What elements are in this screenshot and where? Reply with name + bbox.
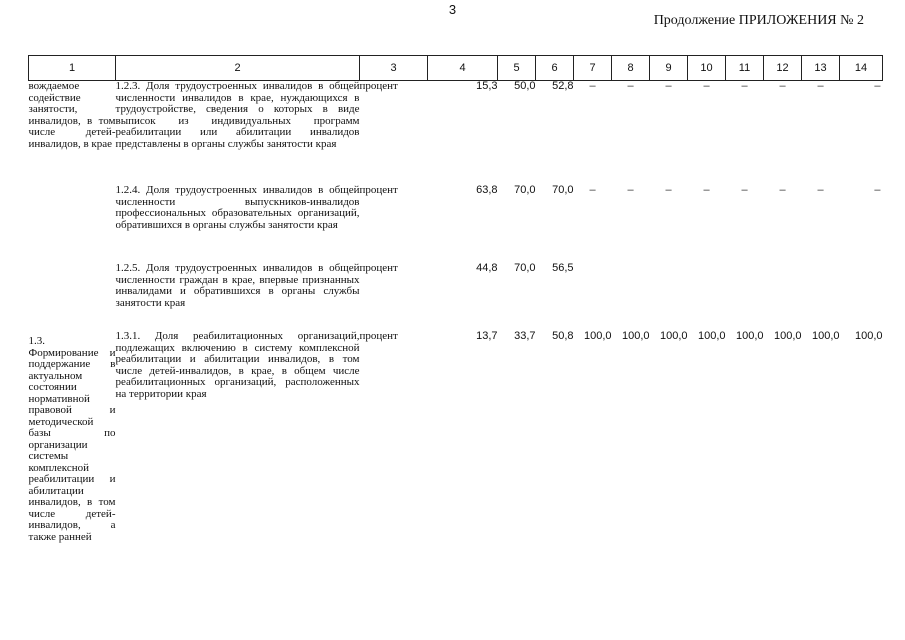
column-header: 2	[116, 56, 360, 81]
value-cell: 100,0	[811, 330, 840, 342]
column-header: 12	[764, 56, 802, 81]
value-cell: –	[817, 184, 824, 196]
value-cell: –	[665, 80, 672, 92]
value-cell: –	[627, 184, 634, 196]
unit-cell: процент	[359, 184, 398, 196]
indicator-cell: 1.3.1. Доля реабилитационных организаций, подлежащих включению в систему комплексной реабилитации и абилитации инвалидов, в том числе детей-инвалидов, в крае, в общем числе реабилитационных организаций, расположенных на территории края	[115, 330, 360, 400]
value-cell	[688, 263, 726, 331]
table-row	[29, 185, 883, 263]
value-cell: 70,0	[514, 184, 536, 196]
value-cell: 44,8	[476, 262, 498, 274]
measure-cell: 1.3. Формирование и поддержание в актуальном состоянии нормативной правовой и методической базы по организации системы комплексной реабилитации и абилитации инвалидов, в том числе детей-инвалидов, а также ранней	[28, 335, 116, 543]
value-cell	[840, 263, 883, 331]
table-row	[29, 81, 883, 186]
value-cell: –	[703, 184, 710, 196]
value-cell: 70,0	[552, 184, 574, 196]
value-cell: –	[627, 80, 634, 92]
column-header: 5	[498, 56, 536, 81]
value-cell: 100,0	[621, 330, 650, 342]
indicator-cell: 1.2.5. Доля трудоустроенных инвалидов в общей численности граждан в крае, впервые признанных инвалидами и обратившихся в органы службы занятости края	[115, 262, 360, 309]
value-cell: 100,0	[583, 330, 612, 342]
value-cell: 50,0	[514, 80, 536, 92]
column-header: 8	[612, 56, 650, 81]
column-number-row	[29, 56, 883, 81]
indicators-table	[28, 55, 883, 543]
value-cell	[802, 263, 840, 331]
value-cell: –	[817, 80, 824, 92]
column-header: 3	[360, 56, 428, 81]
table-row	[29, 263, 883, 331]
indicator-cell: 1.2.3. Доля трудоустроенных инвалидов в общей численности инвалидов в крае, нуждающихся в трудоустройстве, сведения о которых в виде выписок из индивидуальных программ реабилитации или абилитации инвалидов представлены в органы службы занятости края	[115, 80, 360, 150]
value-cell: 15,3	[476, 80, 498, 92]
value-cell: –	[779, 80, 786, 92]
value-cell	[574, 263, 612, 331]
value-cell: 50,8	[552, 330, 574, 342]
value-cell: 33,7	[514, 330, 536, 342]
unit-cell: процент	[359, 80, 398, 92]
value-cell: –	[589, 80, 596, 92]
value-cell: –	[779, 184, 786, 196]
value-cell	[612, 263, 650, 331]
column-header: 7	[574, 56, 612, 81]
value-cell: 56,5	[552, 262, 574, 274]
column-header: 4	[428, 56, 498, 81]
value-cell: 100,0	[773, 330, 802, 342]
table-row	[29, 331, 883, 543]
measure-cell: вождаемое содействие занятости, инвалидов, в том числе детей-инвалидов, в крае	[28, 80, 116, 150]
value-cell: 100,0	[659, 330, 688, 342]
value-cell: 52,8	[552, 80, 574, 92]
value-cell: 70,0	[514, 262, 536, 274]
indicator-cell: 1.2.4. Доля трудоустроенных инвалидов в общей численности выпускников-инвалидов профессиональных образовательных организаций, обратившихся в органы службы занятости края	[115, 184, 360, 231]
value-cell	[764, 263, 802, 331]
value-cell: –	[741, 184, 748, 196]
value-cell: 100,0	[854, 330, 883, 342]
unit-cell: процент	[359, 330, 398, 342]
value-cell	[650, 263, 688, 331]
continuation-title: Продолжение ПРИЛОЖЕНИЯ № 2	[653, 13, 864, 28]
value-cell: 13,7	[476, 330, 498, 342]
value-cell: 63,8	[476, 184, 498, 196]
column-header: 13	[802, 56, 840, 81]
value-cell: 100,0	[735, 330, 764, 342]
unit-cell: процент	[359, 262, 398, 274]
column-header: 9	[650, 56, 688, 81]
value-cell: –	[874, 80, 881, 92]
column-header: 6	[536, 56, 574, 81]
value-cell: 100,0	[697, 330, 726, 342]
value-cell	[726, 263, 764, 331]
page-number: 3	[448, 2, 457, 17]
column-header: 11	[726, 56, 764, 81]
column-header: 10	[688, 56, 726, 81]
value-cell: –	[589, 184, 596, 196]
column-header: 1	[29, 56, 116, 81]
value-cell: –	[665, 184, 672, 196]
value-cell: –	[741, 80, 748, 92]
value-cell: –	[703, 80, 710, 92]
value-cell: –	[874, 184, 881, 196]
column-header: 14	[840, 56, 883, 81]
